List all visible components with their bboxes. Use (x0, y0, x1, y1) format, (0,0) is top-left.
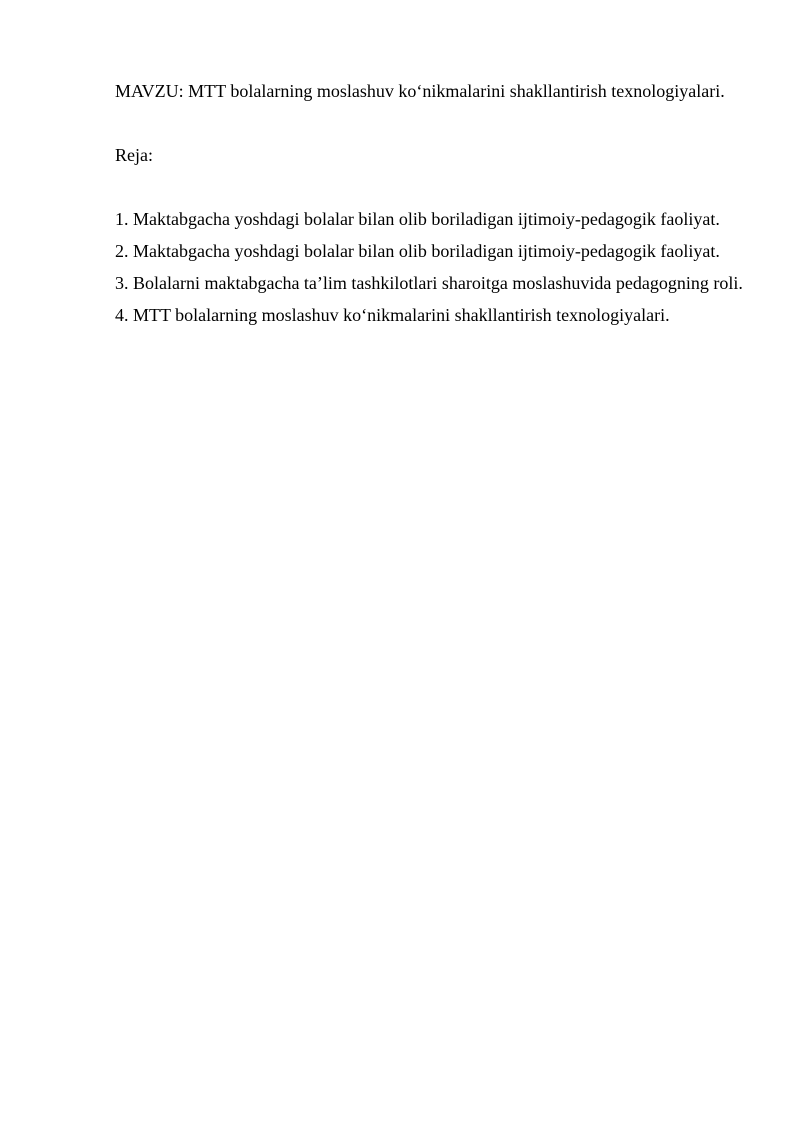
document-body (115, 75, 745, 331)
spacer (115, 107, 745, 139)
topic-heading: MAVZU: MTT bolalarning moslashuv ko‘nikmalarini shakllantirish texnologiyalari. (115, 81, 725, 101)
spacer (115, 171, 745, 203)
plan-list (115, 203, 745, 331)
plan-item: 3. Bolalarni maktabgacha ta’lim tashkilotlari sharoitga moslashuvida pedagogning roli. (115, 273, 743, 293)
plan-item: 1. Maktabgacha yoshdagi bolalar bilan olib boriladigan ijtimoiy-pedagogik faoliyat. (115, 209, 720, 229)
plan-item: 4. MTT bolalarning moslashuv ko‘nikmalarini shakllantirish texnologiyalari. (115, 305, 670, 325)
plan-item: 2. Maktabgacha yoshdagi bolalar bilan olib boriladigan ijtimoiy-pedagogik faoliyat. (115, 241, 720, 261)
plan-heading: Reja: (115, 145, 153, 165)
